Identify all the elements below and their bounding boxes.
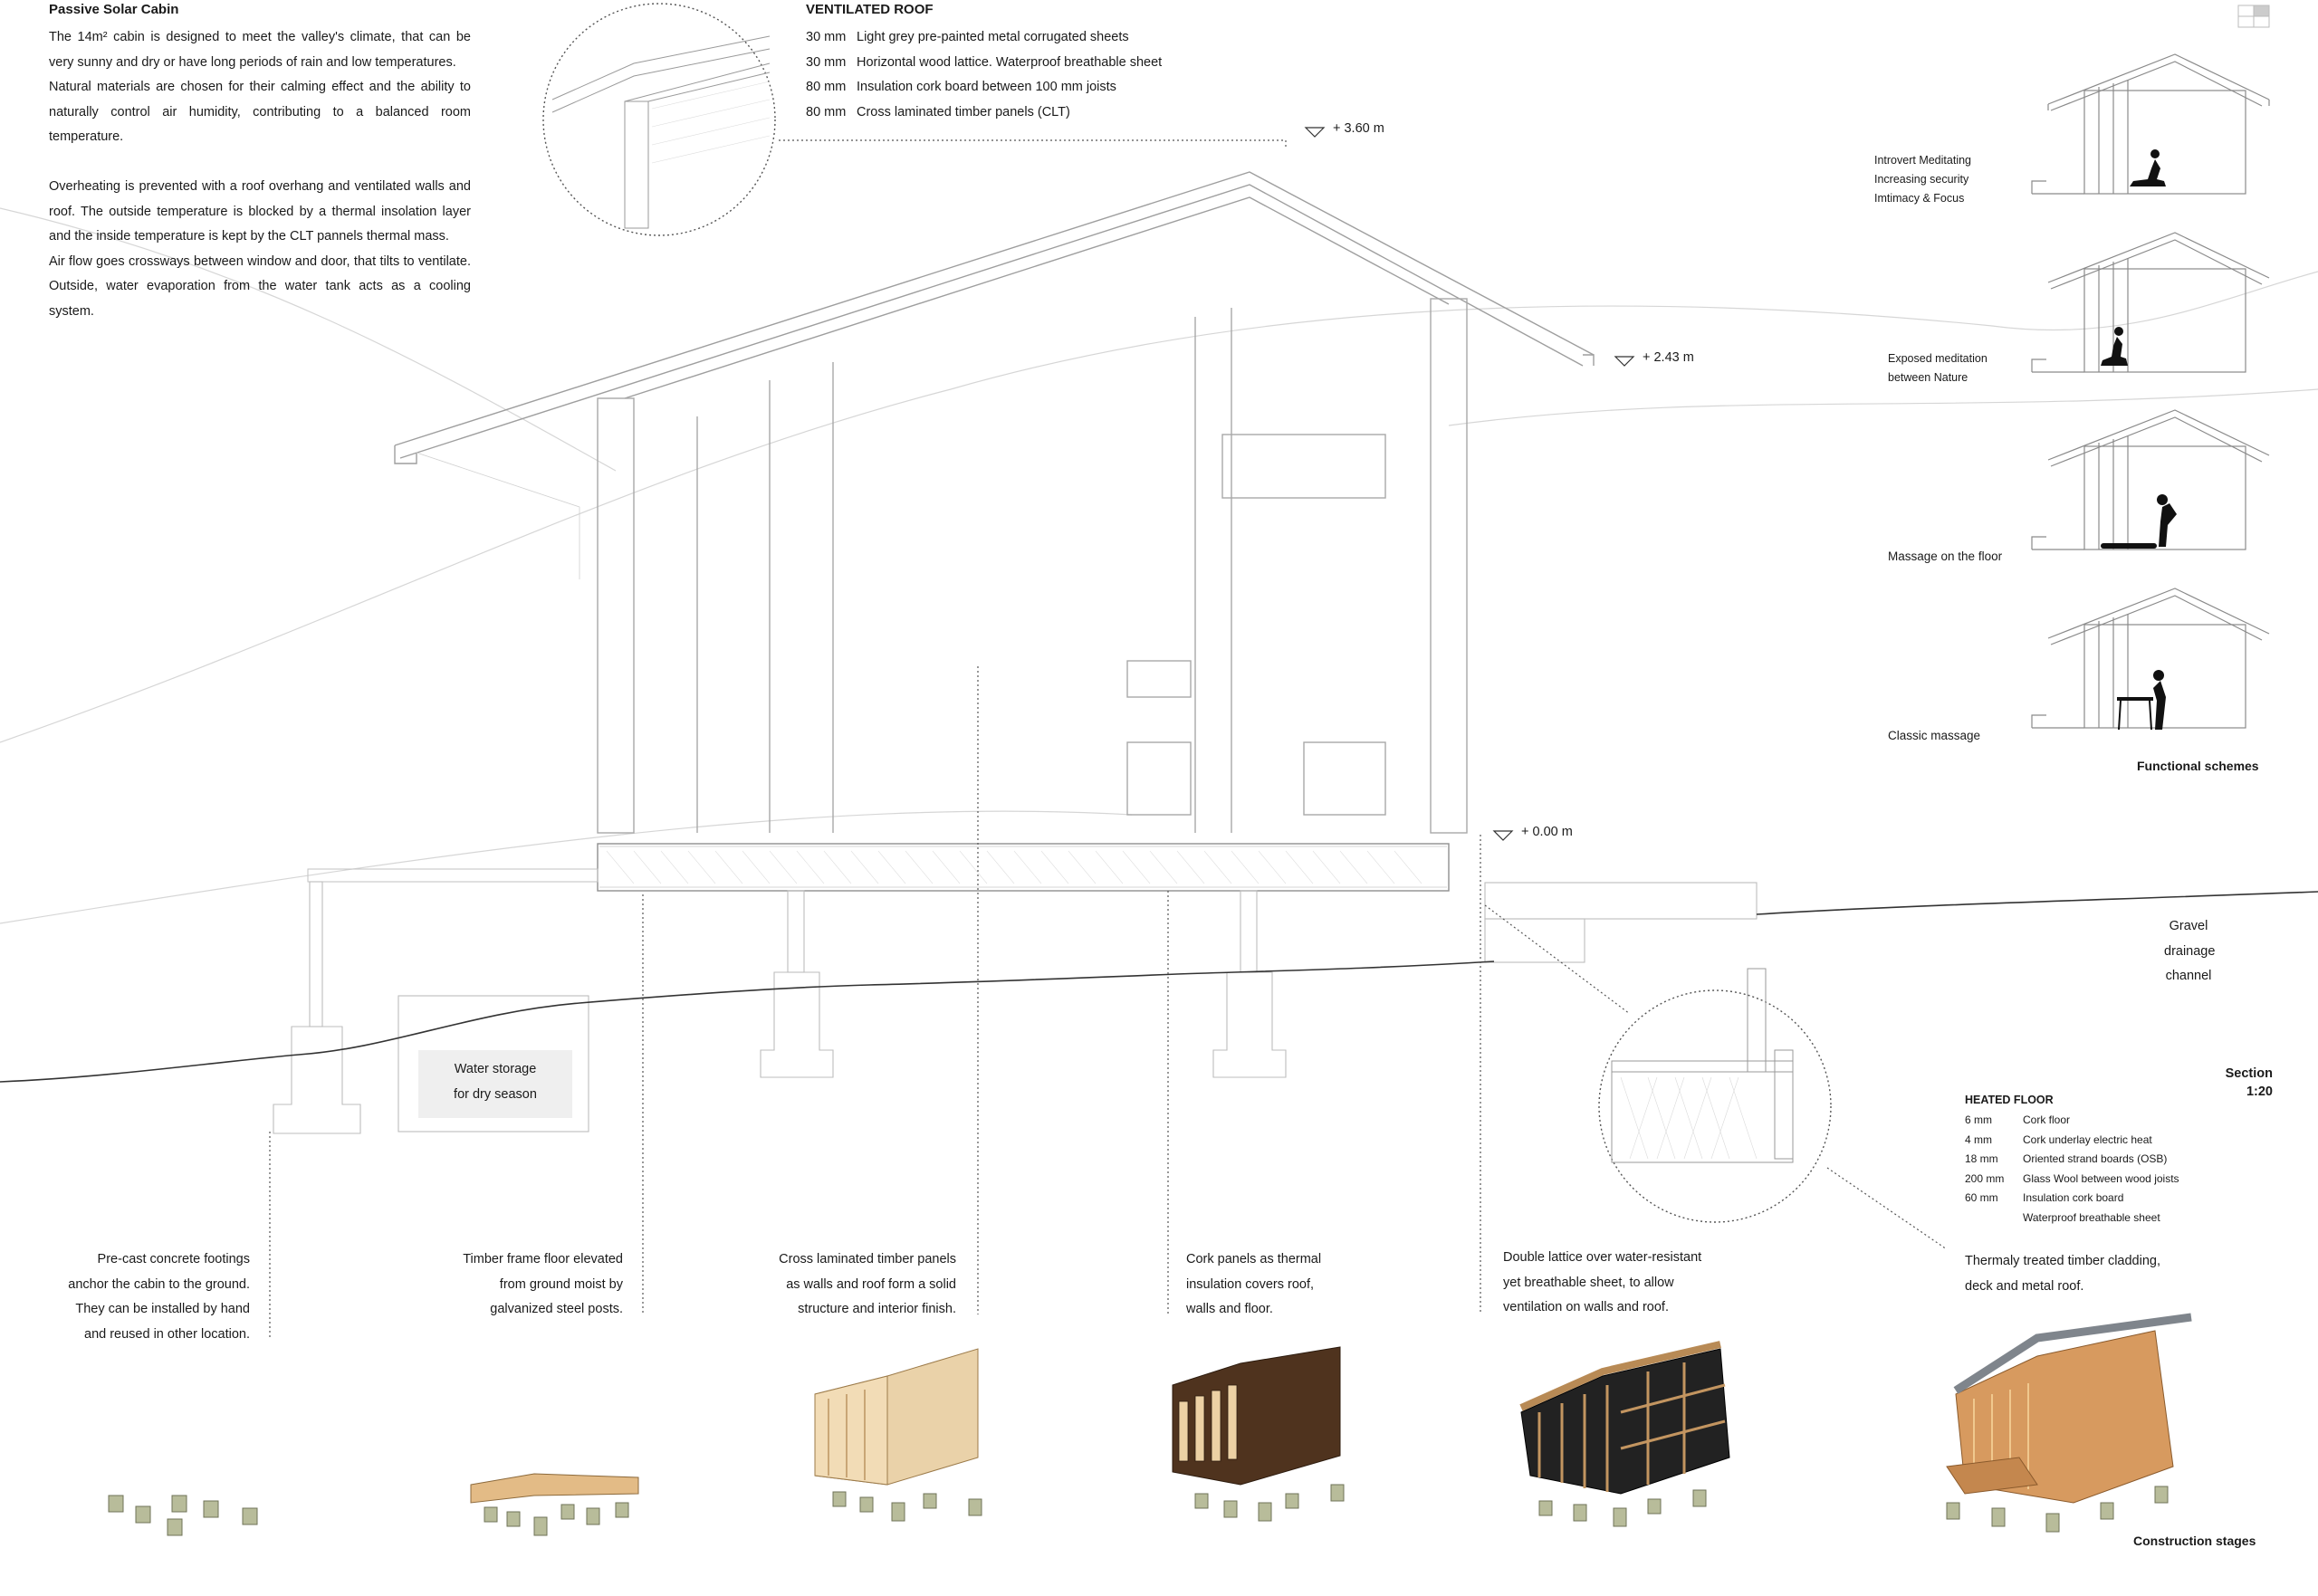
- floor-detail-circle: [1599, 969, 1831, 1222]
- stage-1-footings: [109, 1496, 257, 1535]
- water-storage-label: Water storage for dry season: [454, 1062, 537, 1102]
- heated-floor-title: HEATED FLOOR: [1965, 1094, 2054, 1106]
- scheme-2-label: Exposed meditation between Nature: [1888, 352, 1988, 384]
- scheme-3-label: Massage on the floor: [1888, 550, 2003, 563]
- heated-floor-layers: [1965, 1111, 2179, 1228]
- construction-title: Construction stages: [2133, 1534, 2256, 1548]
- level-eave: + 2.43 m: [1643, 350, 1694, 365]
- roof-layers: [806, 25, 1162, 125]
- intro-title: Passive Solar Cabin: [49, 2, 179, 17]
- gravel-label: Gravel drainage channel: [2164, 919, 2216, 983]
- intro-paragraph: Natural materials are chosen for their calming effect and the ability to naturally control air humidity, contributing to a balanced room temperature.: [49, 80, 471, 144]
- intro-paragraph: The 14m² cabin is designed to meet the valley's climate, that can be very sunny and dry or have long periods of rain and low temperatures.: [49, 30, 471, 70]
- level-floor: + 0.00 m: [1521, 825, 1573, 839]
- scheme-sections: [2032, 54, 2269, 728]
- scheme-1-label: Introvert Meditating Increasing security Imtimacy & Focus: [1874, 154, 1971, 205]
- floor-layer: 200 mm Glass Wool between wood joists: [1965, 1171, 2179, 1185]
- intro-text: [49, 25, 471, 324]
- roof-layer: 80 mm Cross laminated timber panels (CLT): [806, 104, 1070, 119]
- level-marks: [1306, 128, 1633, 840]
- stage-5-lattice: [1521, 1344, 1729, 1526]
- floor-layer: 60 mm Insulation cork board: [1965, 1191, 2124, 1204]
- roof-title: VENTILATED ROOF: [806, 2, 934, 17]
- stage-2-floor: [471, 1474, 638, 1535]
- stage-3-clt: [815, 1349, 982, 1521]
- sheet-index-icon: [2238, 5, 2269, 27]
- roof-layer: 80 mm Insulation cork board between 100 mm joists: [806, 80, 1116, 94]
- roof-layer: 30 mm Light grey pre-painted metal corrugated sheets: [806, 30, 1129, 44]
- floor-layer: 6 mm Cork floor: [1965, 1113, 2071, 1126]
- floor-layer: Waterproof breathable sheet: [2023, 1210, 2160, 1224]
- floor-slab: [308, 844, 1449, 891]
- stage-4-cork: [1173, 1347, 1344, 1521]
- walls: [598, 299, 1467, 833]
- scheme-4-label: Classic massage: [1888, 729, 1981, 742]
- level-top: + 3.60 m: [1333, 121, 1384, 136]
- caption-footings: Pre-cast concrete footings anchor the cabin to the ground. They can be installed by hand and reused in other location.: [68, 1252, 250, 1342]
- caption-cork: Cork panels as thermal insulation covers roof, walls and floor.: [1186, 1252, 1322, 1316]
- roof-layer: 30 mm Horizontal wood lattice. Waterproof breathable sheet: [806, 54, 1163, 70]
- intro-paragraph: Overheating is prevented with a roof overhang and ventilated walls and roof. The outside temperature is blocked by a thermal insolation layer and the inside temperature is kept by the CLT pannels thermal mass.: [49, 179, 471, 244]
- floor-layer: 18 mm Oriented strand boards (OSB): [1965, 1152, 2168, 1165]
- ground-line: [0, 961, 1494, 1082]
- caption-lattice: Double lattice over water-resistant yet breathable sheet, to allow ventilation on walls and roof.: [1503, 1250, 1702, 1314]
- floor-layer: 4 mm Cork underlay electric heat: [1965, 1132, 2152, 1146]
- stage-6-cladding: [1947, 1317, 2191, 1532]
- roof-detail-circle: [543, 4, 775, 235]
- intro-paragraph: [49, 150, 471, 176]
- caption-clt: Cross laminated timber panels as walls and roof form a solid structure and interior finish.: [779, 1252, 956, 1316]
- schemes-title: Functional schemes: [2137, 759, 2259, 773]
- caption-cladding: Thermaly treated timber cladding, deck and metal roof.: [1965, 1254, 2160, 1294]
- roof-outline: [395, 172, 1594, 464]
- caption-timber-frame: Timber frame floor elevated from ground moist by galvanized steel posts.: [463, 1252, 623, 1316]
- section-label: Section 1:20: [2225, 1066, 2273, 1099]
- intro-paragraph: Air flow goes crossways between window and door, that tilts to ventilate. Outside, water evaporation from the water tank acts as a cooling system.: [49, 253, 471, 319]
